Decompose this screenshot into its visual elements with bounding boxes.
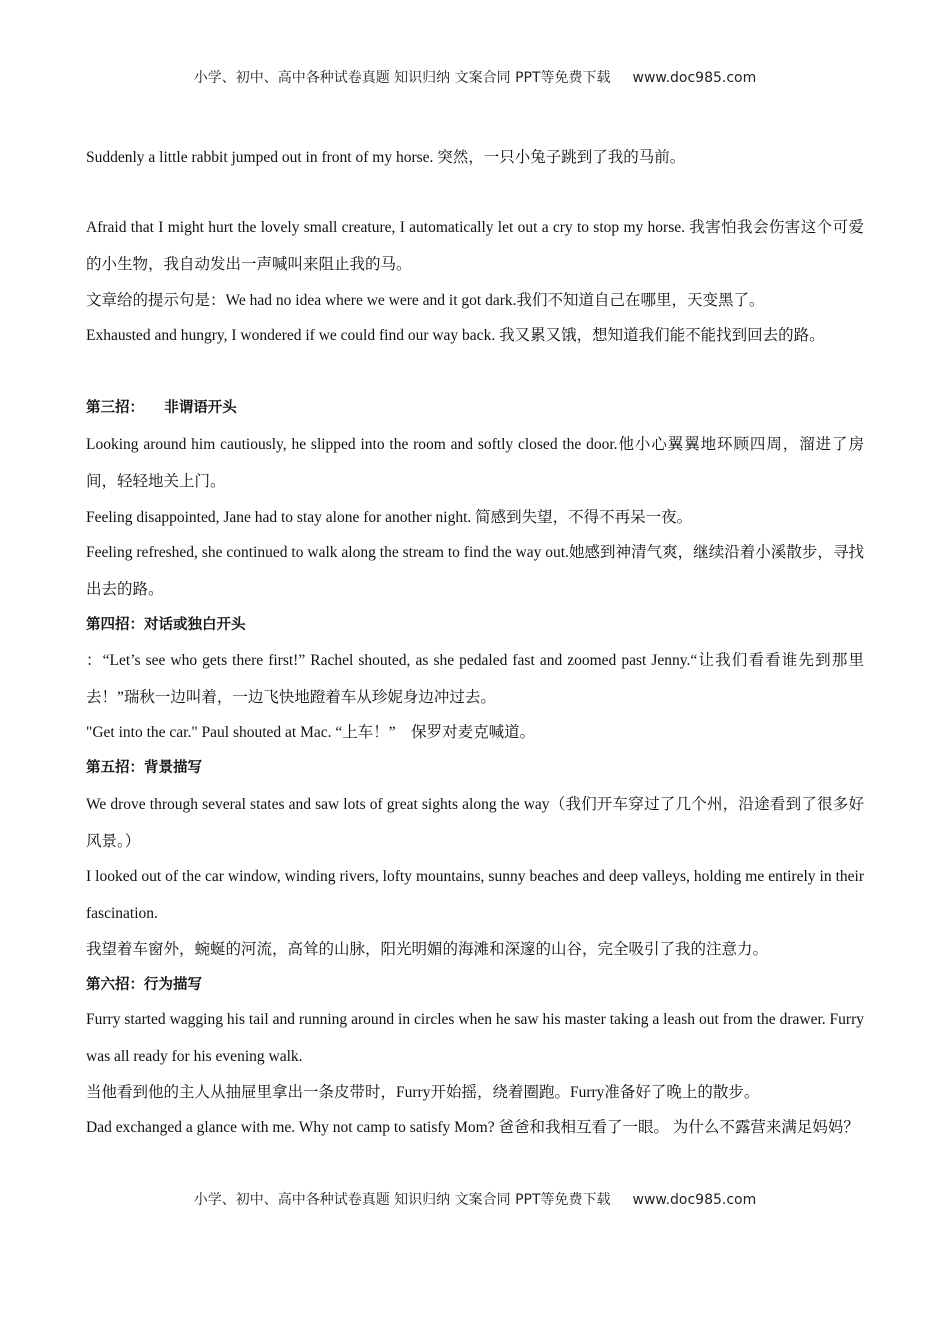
section-heading: 第四招：对话或独白开头 — [86, 617, 246, 633]
paragraph: Afraid that I might hurt the lovely small creature, I automatically let out a cry to stop my horse. 我害怕我会伤害这个可爱的小生物，我自动发出一声喊叫来阻止我的马。 — [86, 219, 864, 273]
paragraph: Furry started wagging his tail and running around in circles when he saw his master taking a leash out from the drawer. Furry was all ready for his evening walk. — [86, 1011, 864, 1065]
paragraph: 我望着车窗外，蜿蜒的河流，高耸的山脉，阳光明媚的海滩和深邃的山谷，完全吸引了我的注意力。 — [86, 941, 769, 958]
paragraph: Suddenly a little rabbit jumped out in front of my horse. 突然，一只小兔子跳到了我的马前。 — [86, 149, 686, 166]
footer-url: www.doc985.com — [632, 1192, 757, 1208]
paragraph: "Get into the car." Paul shouted at Mac. “上车！” 保罗对麦克喊道。 — [86, 724, 536, 741]
paragraph: I looked out of the car window, winding rivers, lofty mountains, sunny beaches and deep valleys, holding me entirely in their fascination. — [86, 868, 864, 922]
header-url: www.doc985.com — [632, 70, 757, 86]
page-header — [0, 66, 950, 90]
section-heading: 第五招：背景描写 — [86, 760, 202, 776]
paragraph: 当他看到他的主人从抽屉里拿出一条皮带时，Furry开始摇，绕着圈跑。Furry准备好了晚上的散步。 — [86, 1084, 760, 1101]
page-footer — [0, 1188, 950, 1212]
paragraph: Feeling refreshed, she continued to walk along the stream to find the way out.她感到神清气爽，继续沿着小溪散步，寻找出去的路。 — [86, 544, 864, 598]
paragraph: Exhausted and hungry, I wondered if we could find our way back. 我又累又饿，想知道我们能不能找到回去的路。 — [86, 327, 825, 344]
paragraph: 文章给的提示句是：We had no idea where we were and it got dark.我们不知道自己在哪里，天变黑了。 — [86, 292, 765, 309]
paragraph: Feeling disappointed, Jane had to stay alone for another night. 简感到失望，不得不再呆一夜。 — [86, 509, 693, 526]
footer-text: 小学、初中、高中各种试卷真题 知识归纳 文案合同 PPT等免费下载 — [193, 1192, 611, 1208]
paragraph: Dad exchanged a glance with me. Why not camp to satisfy Mom? 爸爸和我相互看了一眼。 为什么不露营来满足妈妈？ — [86, 1119, 859, 1136]
paragraph: We drove through several states and saw lots of great sights along the way（我们开车穿过了几个州，沿途看到了很多好风景。） — [86, 796, 864, 850]
section-heading: 第六招：行为描写 — [86, 977, 202, 993]
paragraph: ：“Let’s see who gets there first!” Rachel shouted, as she pedaled fast and zoomed past Jenny.“让我们看看谁先到那里去！”瑞秋一边叫着，一边飞快地蹬着车从珍妮身边冲过去。 — [86, 652, 864, 706]
section-heading: 第三招： 非谓语开头 — [86, 400, 237, 416]
header-text: 小学、初中、高中各种试卷真题 知识归纳 文案合同 PPT等免费下载 — [193, 70, 611, 86]
paragraph: Looking around him cautiously, he slipped into the room and softly closed the door.他小心翼翼地环顾四周，溜进了房间，轻轻地关上门。 — [86, 436, 864, 490]
